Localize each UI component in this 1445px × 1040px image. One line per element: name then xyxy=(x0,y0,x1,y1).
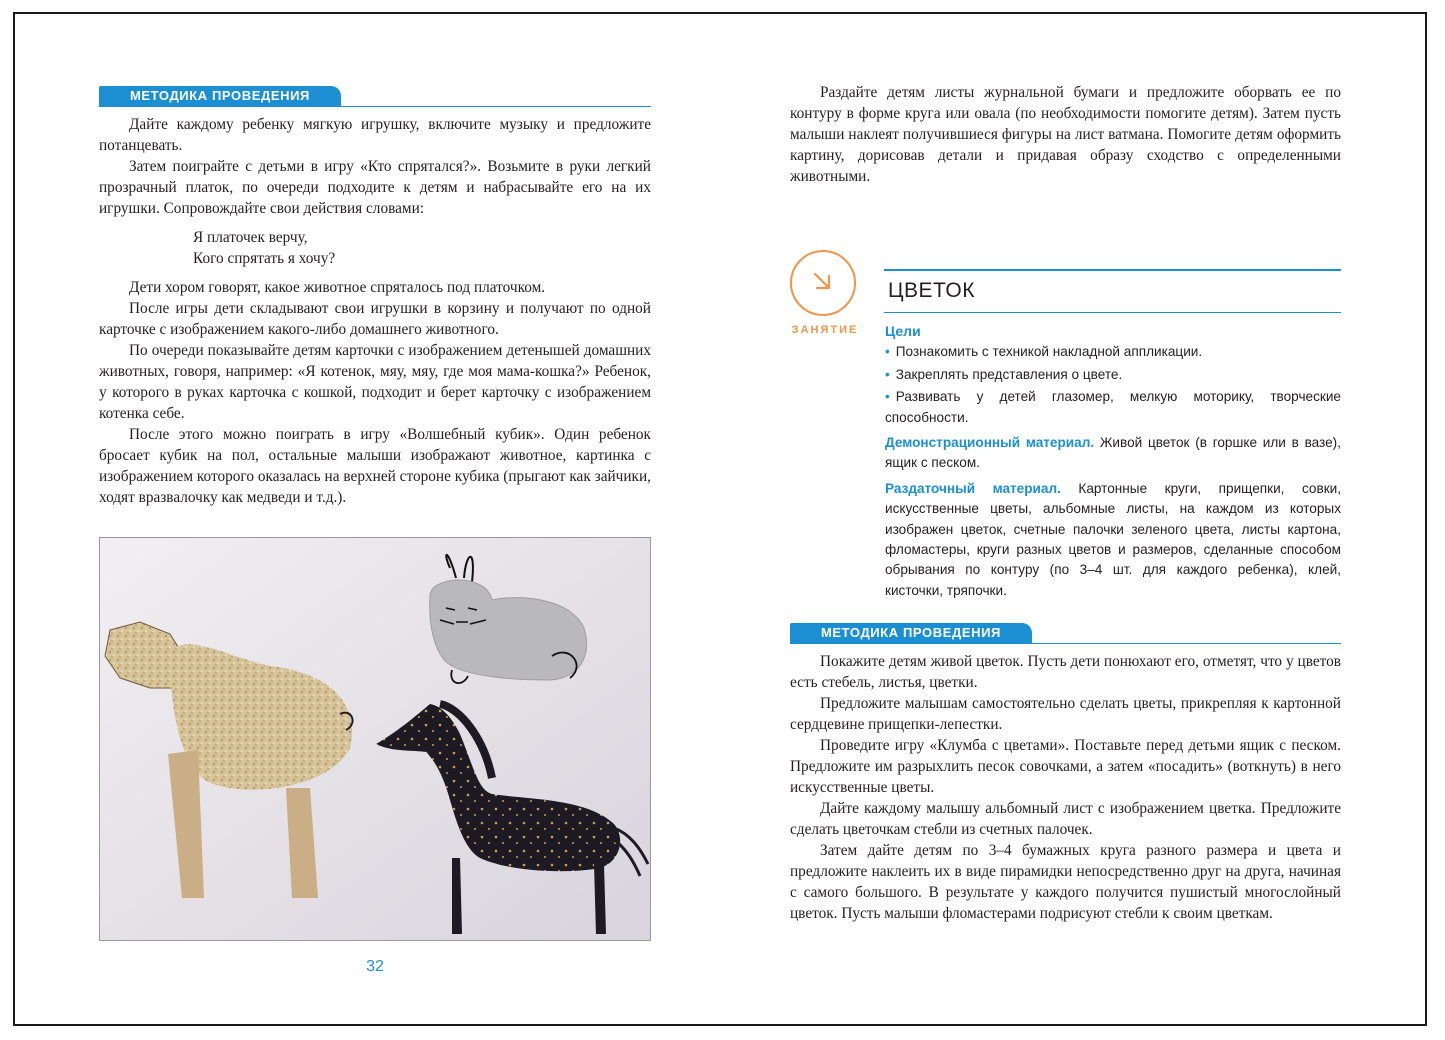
poem-line: Я платочек верчу, xyxy=(193,229,308,246)
poem xyxy=(193,227,335,269)
paragraph: После игры дети складывают свои игрушки в корзину и получают по одной карточке с изображением какого-либо домашнего животного. xyxy=(99,300,651,338)
goal-text: Познакомить с техникой накладной аппликации. xyxy=(895,344,1203,360)
right-method-text xyxy=(790,651,1341,924)
section-header-label: МЕТОДИКА ПРОВЕДЕНИЯ xyxy=(99,86,341,106)
paragraph: По очереди показывайте детям карточки с изображением детенышей домашних животных, говоря, например: «Я котенок, мяу, мяу, где моя мама-кошка?» Ребенок, у которого в руках карточка с кошкой, подходит и берет карточку с изображением котенка себе. xyxy=(99,342,651,422)
right-intro-text xyxy=(790,82,1341,187)
poem-line: Кого спрятать я хочу? xyxy=(193,250,336,267)
goal-item xyxy=(885,342,1341,362)
arrow-down-right-icon xyxy=(792,252,854,314)
paragraph: После этого можно поиграть в игру «Волшебный кубик». Один ребенок бросает кубик на пол, остальные малыши изображают животное, картинка с изображением которого оказалась на верхней стороне кубика (прыгают как зайчики, ходят вразвалочку как медведи и т.д.). xyxy=(99,426,651,506)
lesson-title-rule-bottom xyxy=(884,312,1341,313)
right-section-header xyxy=(790,621,1341,645)
handout-material-label: Раздаточный материал. xyxy=(885,480,1061,496)
goal-text: Закреплять представления о цвете. xyxy=(895,366,1123,382)
paragraph: Затем поиграйте с детьми в игру «Кто спрятался?». Возьмите в руки легкий прозрачный платок, по очереди подходите к детям и набрасывайте его на их игрушки. Сопровождайте свои действия словами: xyxy=(99,158,651,217)
paragraph: Затем дайте детям по 3–4 бумажных круга разного размера и цвета и предложите наклеить их в виде пирамидки непосредственно друг на друга, начиная с самого большого. В результате у каждого получится пушистый многослойный цветок. Пусть малыши фломастерами подрисуют стебли к своим цветкам. xyxy=(790,842,1341,922)
goal-item xyxy=(885,387,1341,428)
paragraph: Дайте каждому малышу альбомный лист с изображением цветка. Предложите сделать цветочкам стебли из счетных палочек. xyxy=(790,800,1341,838)
goal-text: Развивать у детей глазомер, мелкую моторику, творческие способности. xyxy=(885,389,1341,425)
lesson-title-rule-top xyxy=(884,269,1341,271)
handout-material-text: Картонные круги, прищепки, совки, искусственные цветы, альбомные листы, на каждом из которых изображен цветок, счетные палочки зеленого цвета, листы картона, фломастеры, круги разных цветов и размеров, сделанные способом обрывания по контуру (по 3–4 шт. для каждого ребенка), клей, кисточки, тряпочки. xyxy=(885,480,1342,598)
lesson-badge-label: ЗАНЯТИЕ xyxy=(791,324,859,336)
goals-title: Цели xyxy=(885,323,921,339)
demo-material-label: Демонстрационный материал. xyxy=(885,435,1095,451)
section-header-rule xyxy=(99,106,651,107)
goal-item xyxy=(885,365,1341,385)
paragraph: Дайте каждому ребенку мягкую игрушку, включите музыку и предложите потанцевать. xyxy=(99,116,651,154)
applique-animals-illustration xyxy=(100,538,651,941)
demo-material xyxy=(885,433,1341,474)
section-header-rule xyxy=(790,643,1341,644)
lesson-badge-circle xyxy=(790,250,856,316)
paragraph: Проведите игру «Клумба с цветами». Поставьте перед детьми ящик с песком. Предложите им разрыхлить песок совочками, а затем «посадить» (воткнуть) в него искусственные цветы. xyxy=(790,737,1341,796)
paragraph: Предложите малышам самостоятельно сделать цветы, прикрепляя к картонной сердцевине прищепки-лепестки. xyxy=(790,695,1341,733)
demo-material-text: Живой цветок (в горшке или в вазе), ящик с песком. xyxy=(885,435,1341,471)
paragraph: Раздайте детям листы журнальной бумаги и предложите оборвать ее по контуру в форме круга или овала (по необходимости помогите детям). Затем пусть малыши наклеят получившиеся фигуры на лист ватмана. Помогите детям оформить картину, дорисовав детали и придавая образу сходство с определенными животными. xyxy=(790,84,1341,185)
bullet-icon: • xyxy=(885,366,890,382)
bullet-icon: • xyxy=(885,389,890,405)
section-header-label: МЕТОДИКА ПРОВЕДЕНИЯ xyxy=(790,623,1032,643)
lesson-info xyxy=(885,321,1341,601)
lesson-title: ЦВЕТОК xyxy=(888,279,975,302)
left-text-block-1 xyxy=(99,114,651,219)
left-text-block-2 xyxy=(99,277,651,508)
handout-material xyxy=(885,479,1341,601)
children-applique-photo xyxy=(99,537,651,941)
paragraph: Покажите детям живой цветок. Пусть дети понюхают его, отметят, что у цветов есть стебель, листья, цветки. xyxy=(790,653,1341,691)
paragraph: Дети хором говорят, какое животное спряталось под платочком. xyxy=(129,279,546,296)
left-section-header xyxy=(99,84,651,108)
page-number: 32 xyxy=(366,958,384,975)
bullet-icon: • xyxy=(885,344,890,360)
lesson-badge xyxy=(789,250,861,346)
